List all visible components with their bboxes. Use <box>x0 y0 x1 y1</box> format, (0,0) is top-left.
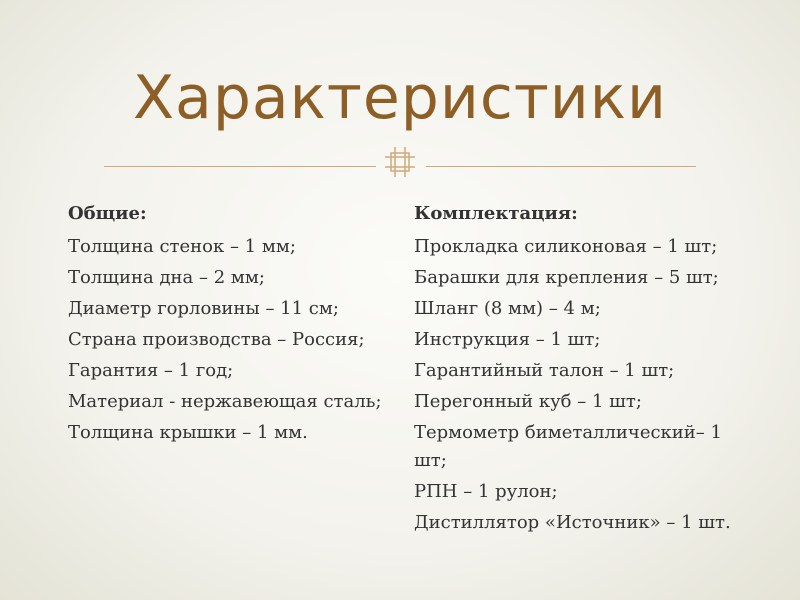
package-item: Перегонный куб – 1 шт; <box>414 391 642 412</box>
general-specs-heading: Общие: <box>68 203 147 224</box>
spec-item: Материал - нержавеющая сталь; <box>68 391 382 412</box>
package-item: Прокладка силиконовая – 1 шт; <box>414 236 718 257</box>
spec-item: Гарантия – 1 год; <box>68 360 234 381</box>
slide-title: Характеристики <box>132 63 668 133</box>
package-item: Дистиллятор «Источник» – 1 шт. <box>414 512 731 533</box>
package-item: Гарантийный талон – 1 шт; <box>414 360 675 381</box>
package-contents-column <box>414 199 734 540</box>
spec-item: Толщина крышки – 1 мм. <box>68 422 308 443</box>
package-contents-heading: Комплектация: <box>414 203 578 224</box>
title-divider-left <box>104 166 376 167</box>
square-ornament-icon <box>384 144 416 184</box>
package-item: Шланг (8 мм) – 4 м; <box>414 298 601 319</box>
spec-item: Толщина дна – 2 мм; <box>68 267 265 288</box>
general-specs-column <box>68 199 388 450</box>
package-item: Инструкция – 1 шт; <box>414 329 601 350</box>
package-item: Термометр биметаллический– 1 шт; <box>414 422 722 471</box>
title-divider-right <box>426 166 696 167</box>
spec-item: Диаметр горловины – 11 см; <box>68 298 339 319</box>
spec-item: Толщина стенок – 1 мм; <box>68 236 296 257</box>
package-item: РПН – 1 рулон; <box>414 481 558 502</box>
package-item: Барашки для крепления – 5 шт; <box>414 267 719 288</box>
spec-item: Страна производства – Россия; <box>68 329 365 350</box>
